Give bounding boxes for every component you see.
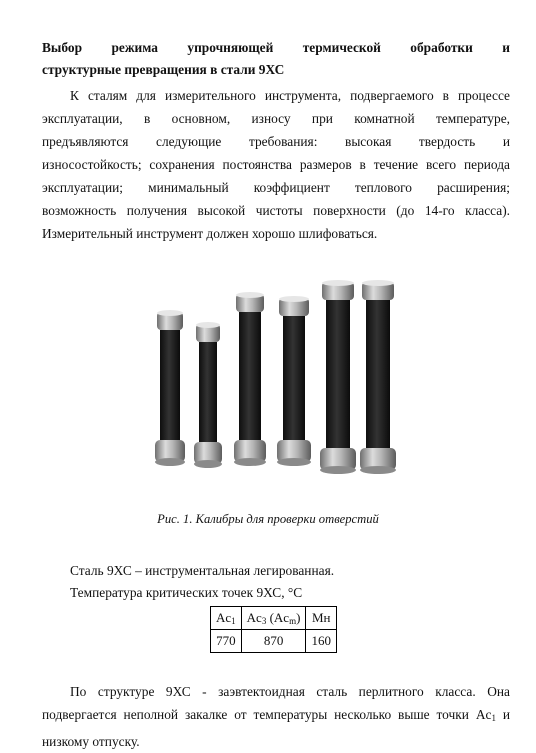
intro-line: предъявляются следующие требования: высокая твердость и	[42, 134, 510, 149]
intro-line: износостойкость; сохранения постоянства размеров в течение всего периода	[42, 157, 510, 172]
outro-line: низкому отпуску.	[42, 734, 140, 749]
value-ac1: 770	[211, 630, 242, 653]
intro-line: Измерительный инструмент должен хорошо шлифоваться.	[42, 226, 378, 241]
outro-paragraph	[42, 680, 510, 753]
header-mn: Мн	[306, 607, 337, 630]
outro-line: По структуре 9ХС - заэвтектоидная сталь перлитного класса. Она	[70, 684, 510, 699]
table-title: Температура критических точек 9ХС, °С	[70, 585, 303, 600]
value-ac3: 870	[241, 630, 306, 653]
heading-line-1: Выбор режима упрочняющей термической обработки и	[42, 40, 510, 55]
critical-points-table	[210, 606, 337, 653]
outro-line: подвергается неполной закалке от температуры несколько выше точки $Ac_1$ и	[42, 707, 510, 723]
steel-type-line: Сталь 9ХС – инструментальная легированная.	[70, 563, 335, 578]
intro-line: К сталям для измерительного инструмента, подвергаемого в процессе	[70, 88, 510, 103]
header-ac3-acm: $Ac_3$ $(Ac_m)$	[241, 607, 306, 630]
gauge-photo	[140, 272, 396, 500]
heading-line-2: структурные превращения в стали 9ХС	[42, 62, 285, 77]
value-mn: 160	[306, 630, 337, 653]
figure-caption: Рис. 1. Калибры для проверки отверстий	[157, 512, 379, 526]
intro-line: возможность получения высокой чистоты поверхности (до 14-го класса).	[42, 203, 510, 218]
intro-line: эксплуатации, в основном, износу при комнатной температуре,	[42, 111, 510, 126]
intro-paragraph	[42, 84, 510, 245]
section-heading	[42, 37, 510, 81]
table-row	[211, 630, 337, 653]
table-header-row	[211, 607, 337, 630]
intro-line: эксплуатации; минимальный коэффициент теплового расширения;	[42, 180, 510, 195]
header-ac1: $Ac_1$	[211, 607, 242, 630]
